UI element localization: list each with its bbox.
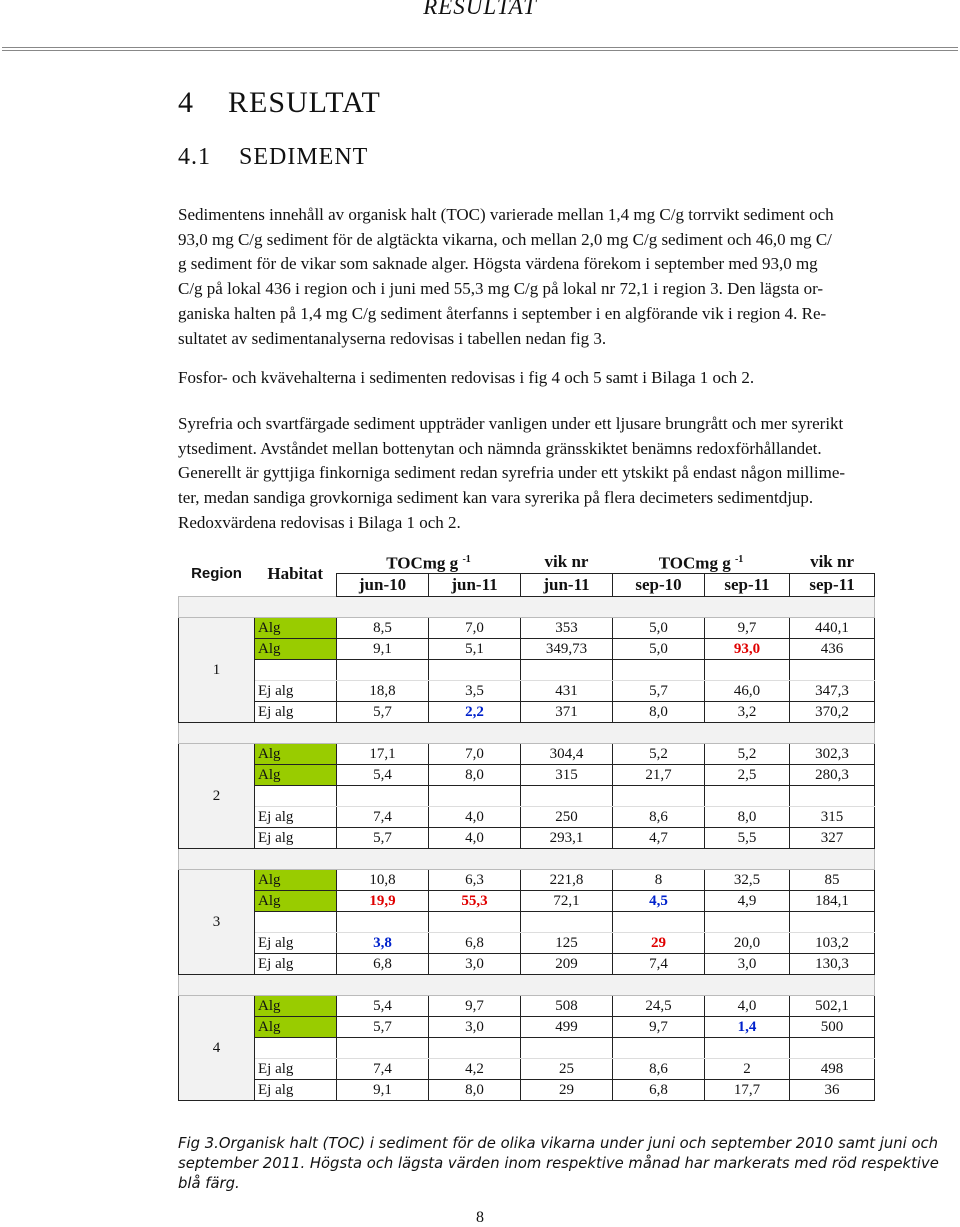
value-cell: 302,3	[790, 744, 875, 765]
value-cell: 499	[521, 1017, 613, 1038]
paragraph-line: Redoxvärdena redovisas i Bilaga 1 och 2.	[178, 512, 461, 532]
paragraph-line: ter, medan sandiga grovkorniga sediment kan vara syrerika på flera decimeters sedimentdjup.	[178, 488, 814, 508]
value-cell: 4,0	[429, 828, 521, 849]
habitat-cell: Ej alg	[255, 1059, 337, 1080]
table-row	[179, 681, 875, 702]
paragraph-line: ytsediment. Avståndet mellan bottenytan och nämnda gränsskiktet benämns redoxförhållandet.	[178, 438, 822, 458]
value-cell	[705, 912, 790, 933]
region-separator-row	[179, 723, 875, 744]
value-cell: 36	[790, 1080, 875, 1101]
column-subheader: jun-10	[337, 574, 429, 597]
table-row	[179, 828, 875, 849]
caption-line: blå färg.	[178, 1175, 240, 1192]
value-cell: 315	[521, 765, 613, 786]
column-subheader: sep-10	[613, 574, 705, 597]
value-cell: 8,5	[337, 618, 429, 639]
value-cell: 130,3	[790, 954, 875, 975]
value-cell: 347,3	[790, 681, 875, 702]
value-cell: 72,1	[521, 891, 613, 912]
region-label: 2	[179, 744, 255, 849]
column-header-vik-september: vik nr	[810, 552, 854, 571]
value-cell: 371	[521, 702, 613, 723]
value-cell: 5,7	[337, 1017, 429, 1038]
habitat-cell: Ej alg	[255, 681, 337, 702]
value-cell: 29	[613, 933, 705, 954]
value-cell: 125	[521, 933, 613, 954]
value-cell: 5,4	[337, 765, 429, 786]
value-cell	[613, 786, 705, 807]
value-cell: 8,0	[429, 765, 521, 786]
value-cell: 17,1	[337, 744, 429, 765]
value-cell: 8,0	[429, 1080, 521, 1101]
paragraph-line: g sediment för de vikar som saknade alger. Högsta värdena förekom i september med 93,0 mg	[178, 254, 818, 274]
value-cell: 4,5	[613, 891, 705, 912]
habitat-cell: Ej alg	[255, 828, 337, 849]
paragraph-line: Sedimentens innehåll av organisk halt (TOC) varierade mellan 1,4 mg C/g torrvikt sediment och	[178, 205, 834, 224]
value-cell: 5,1	[429, 639, 521, 660]
separator-cell	[179, 849, 875, 870]
column-header-toc-june	[337, 551, 521, 574]
paragraph-line: Generellt är gyttjiga finkorniga sediment redan syrefria under ett ytskikt på endast någon millime-	[178, 463, 846, 483]
value-cell: 9,7	[429, 996, 521, 1017]
habitat-cell: Alg	[255, 765, 337, 786]
value-cell: 20,0	[705, 933, 790, 954]
value-cell: 5,5	[705, 828, 790, 849]
table-row	[179, 1038, 875, 1059]
column-subheader: sep-11	[790, 574, 875, 597]
value-cell: 500	[790, 1017, 875, 1038]
value-cell: 5,2	[613, 744, 705, 765]
habitat-cell: Ej alg	[255, 1080, 337, 1101]
value-cell: 46,0	[705, 681, 790, 702]
value-cell: 6,8	[337, 954, 429, 975]
value-cell: 10,8	[337, 870, 429, 891]
value-cell	[613, 1038, 705, 1059]
value-cell: 93,0	[705, 639, 790, 660]
paragraph-line: sultatet av sedimentanalyserna redovisas i tabellen nedan fig 3.	[178, 328, 607, 348]
value-cell: 370,2	[790, 702, 875, 723]
habitat-cell	[255, 1038, 337, 1059]
habitat-cell: Alg	[255, 996, 337, 1017]
table-row	[179, 954, 875, 975]
habitat-cell: Alg	[255, 1017, 337, 1038]
value-cell: 8,6	[613, 1059, 705, 1080]
value-cell: 18,8	[337, 681, 429, 702]
column-subheader: sep-11	[705, 574, 790, 597]
value-cell	[337, 1038, 429, 1059]
value-cell: 315	[790, 807, 875, 828]
region-label: 4	[179, 996, 255, 1101]
value-cell: 3,8	[337, 933, 429, 954]
habitat-cell: Alg	[255, 870, 337, 891]
value-cell	[705, 1038, 790, 1059]
value-cell: 6,3	[429, 870, 521, 891]
value-cell: 7,4	[337, 807, 429, 828]
value-cell: 5,4	[337, 996, 429, 1017]
value-cell: 2,5	[705, 765, 790, 786]
value-cell: 8,0	[705, 807, 790, 828]
table-row	[179, 870, 875, 891]
caption-line: Fig 3.Organisk halt (TOC) i sediment för de olika vikarna under juni och september 2010 samt juni och	[178, 1135, 939, 1152]
habitat-cell: Alg	[255, 891, 337, 912]
value-cell: 21,7	[613, 765, 705, 786]
value-cell: 5,0	[613, 639, 705, 660]
habitat-cell	[255, 912, 337, 933]
table-row	[179, 1017, 875, 1038]
value-cell: 25	[521, 1059, 613, 1080]
region-label: 1	[179, 618, 255, 723]
value-cell: 9,1	[337, 639, 429, 660]
value-cell: 221,8	[521, 870, 613, 891]
value-cell	[521, 786, 613, 807]
value-cell: 85	[790, 870, 875, 891]
value-cell	[429, 1038, 521, 1059]
paragraph-line: C/g på lokal 436 i region och i juni med 55,3 mg C/g på lokal nr 72,1 i region 3. Den lägsta or-	[178, 279, 824, 299]
value-cell: 5,7	[337, 702, 429, 723]
value-cell	[705, 786, 790, 807]
value-cell: 7,0	[429, 744, 521, 765]
paragraph-toc	[178, 203, 878, 351]
value-cell: 4,0	[705, 996, 790, 1017]
value-cell	[790, 1038, 875, 1059]
value-cell: 4,2	[429, 1059, 521, 1080]
value-cell: 293,1	[521, 828, 613, 849]
toc-september-unit-exponent: -1	[734, 554, 744, 566]
value-cell: 304,4	[521, 744, 613, 765]
paragraph-redox	[178, 412, 878, 536]
habitat-cell: Alg	[255, 618, 337, 639]
table-row	[179, 807, 875, 828]
separator-cell	[179, 723, 875, 744]
habitat-cell: Ej alg	[255, 954, 337, 975]
column-header-region: Region	[191, 564, 242, 582]
region-separator-row	[179, 849, 875, 870]
value-cell: 184,1	[790, 891, 875, 912]
value-cell: 508	[521, 996, 613, 1017]
value-cell: 19,9	[337, 891, 429, 912]
table-row	[179, 996, 875, 1017]
value-cell: 498	[790, 1059, 875, 1080]
value-cell: 1,4	[705, 1017, 790, 1038]
separator-cell	[179, 975, 875, 996]
value-cell: 209	[521, 954, 613, 975]
column-header-vik-june: vik nr	[544, 552, 589, 571]
table-row	[179, 765, 875, 786]
habitat-cell: Alg	[255, 744, 337, 765]
table-row	[179, 933, 875, 954]
value-cell: 103,2	[790, 933, 875, 954]
column-header-toc-september	[613, 551, 790, 574]
value-cell	[429, 786, 521, 807]
value-cell	[337, 660, 429, 681]
value-cell: 3,5	[429, 681, 521, 702]
value-cell: 9,7	[613, 1017, 705, 1038]
value-cell	[613, 660, 705, 681]
value-cell: 29	[521, 1080, 613, 1101]
value-cell: 280,3	[790, 765, 875, 786]
toc-table-body	[179, 597, 875, 1101]
paragraph-line: 93,0 mg C/g sediment för de algtäckta vikarna, och mellan 2,0 mg C/g sediment och 46,0 mg C/	[178, 229, 832, 249]
toc-june-label: TOCmg g	[386, 553, 459, 573]
value-cell: 8	[613, 870, 705, 891]
value-cell	[705, 660, 790, 681]
value-cell: 2,2	[429, 702, 521, 723]
value-cell: 502,1	[790, 996, 875, 1017]
column-subheader: jun-11	[521, 574, 613, 597]
value-cell	[337, 786, 429, 807]
paragraph-line: Fosfor- och kvävehalterna i sedimenten redovisas i fig 4 och 5 samt i Bilaga 1 och 2.	[178, 368, 755, 387]
table-row	[179, 744, 875, 765]
value-cell: 4,9	[705, 891, 790, 912]
value-cell: 5,0	[613, 618, 705, 639]
value-cell: 8,6	[613, 807, 705, 828]
habitat-cell: Ej alg	[255, 807, 337, 828]
value-cell: 431	[521, 681, 613, 702]
toc-september-label: TOCmg g	[658, 553, 731, 573]
value-cell: 2	[705, 1059, 790, 1080]
table-row	[179, 702, 875, 723]
table-row	[179, 786, 875, 807]
separator-cell	[179, 597, 875, 618]
running-header: RESULTAT	[423, 0, 537, 19]
value-cell: 3,0	[429, 1017, 521, 1038]
habitat-cell: Ej alg	[255, 933, 337, 954]
value-cell: 353	[521, 618, 613, 639]
habitat-cell	[255, 660, 337, 681]
value-cell	[790, 912, 875, 933]
column-subheader: jun-11	[429, 574, 521, 597]
value-cell	[790, 660, 875, 681]
value-cell: 8,0	[613, 702, 705, 723]
paragraph-line: Syrefria och svartfärgade sediment uppträder vanligen under ett ljusare brungrått och mer syrerikt	[178, 414, 844, 433]
toc-june-unit-exponent: -1	[462, 554, 471, 566]
region-separator-row	[179, 975, 875, 996]
paragraph-nutrients	[178, 366, 878, 391]
table-row	[179, 891, 875, 912]
value-cell: 3,2	[705, 702, 790, 723]
value-cell: 9,7	[705, 618, 790, 639]
value-cell: 4,0	[429, 807, 521, 828]
value-cell: 436	[790, 639, 875, 660]
value-cell: 24,5	[613, 996, 705, 1017]
value-cell: 440,1	[790, 618, 875, 639]
table-row	[179, 1059, 875, 1080]
toc-table	[178, 551, 875, 1101]
habitat-cell: Alg	[255, 639, 337, 660]
region-separator-row	[179, 597, 875, 618]
caption-line: september 2011. Högsta och lägsta värden inom respektive månad har markerats med röd respektive	[178, 1155, 939, 1172]
habitat-cell	[255, 786, 337, 807]
value-cell: 32,5	[705, 870, 790, 891]
value-cell	[521, 912, 613, 933]
value-cell: 250	[521, 807, 613, 828]
value-cell: 6,8	[613, 1080, 705, 1101]
value-cell: 7,4	[337, 1059, 429, 1080]
value-cell: 4,7	[613, 828, 705, 849]
table-row	[179, 660, 875, 681]
value-cell	[521, 660, 613, 681]
value-cell: 17,7	[705, 1080, 790, 1101]
column-header-habitat: Habitat	[267, 563, 324, 583]
value-cell: 3,0	[429, 954, 521, 975]
value-cell: 6,8	[429, 933, 521, 954]
table-row	[179, 912, 875, 933]
habitat-cell: Ej alg	[255, 702, 337, 723]
value-cell: 7,0	[429, 618, 521, 639]
value-cell	[613, 912, 705, 933]
value-cell	[790, 786, 875, 807]
value-cell	[337, 912, 429, 933]
value-cell: 9,1	[337, 1080, 429, 1101]
section-heading: 4 RESULTAT	[178, 86, 381, 119]
value-cell: 55,3	[429, 891, 521, 912]
value-cell	[521, 1038, 613, 1059]
paragraph-line: ganiska halten på 1,4 mg C/g sediment återfanns i september i en algförande vik i region 4. Re-	[178, 303, 827, 323]
value-cell: 5,7	[337, 828, 429, 849]
table-row	[179, 1080, 875, 1101]
table-row	[179, 618, 875, 639]
toc-table-figure	[178, 551, 874, 1119]
figure-caption	[178, 1134, 939, 1194]
value-cell: 3,0	[705, 954, 790, 975]
value-cell: 5,2	[705, 744, 790, 765]
value-cell	[429, 912, 521, 933]
value-cell	[429, 660, 521, 681]
table-row	[179, 639, 875, 660]
subsection-heading: 4.1 SEDIMENT	[178, 144, 369, 170]
header-rule	[2, 47, 958, 51]
value-cell: 7,4	[613, 954, 705, 975]
value-cell: 327	[790, 828, 875, 849]
page-number: 8	[476, 1209, 484, 1226]
value-cell: 5,7	[613, 681, 705, 702]
value-cell: 349,73	[521, 639, 613, 660]
region-label: 3	[179, 870, 255, 975]
